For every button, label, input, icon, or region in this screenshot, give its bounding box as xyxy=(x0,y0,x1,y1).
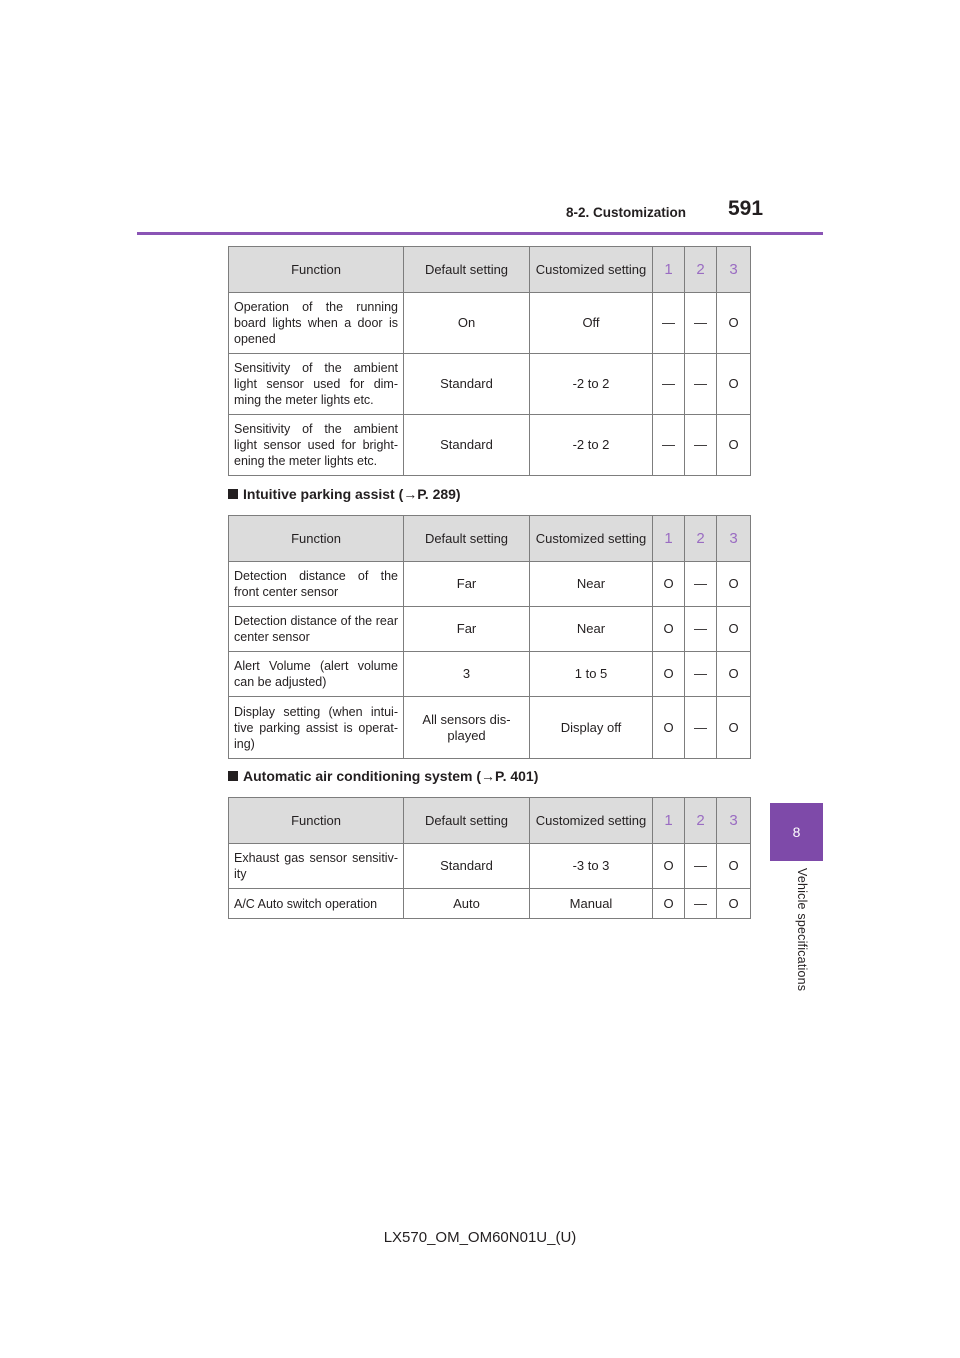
page-reference-link[interactable]: →P. 289) xyxy=(403,486,461,502)
method-3-cell: O xyxy=(717,697,751,759)
default-cell: On xyxy=(404,293,530,354)
custom-cell: 1 to 5 xyxy=(530,652,653,697)
settings-table-parking-assist xyxy=(228,515,751,759)
method-2-cell: — xyxy=(685,889,717,919)
section-title-air-conditioning xyxy=(228,768,538,784)
custom-cell: -2 to 2 xyxy=(530,415,653,476)
method-3-cell: O xyxy=(717,652,751,697)
settings-table-air-conditioning xyxy=(228,797,751,919)
function-cell: Exhaust gas sensor sensitiv-ity xyxy=(229,844,404,889)
section-heading: 8-2. Customization xyxy=(565,205,686,220)
table-row xyxy=(229,562,751,607)
col-function: Function xyxy=(229,516,404,562)
document-footer: LX570_OM_OM60N01U_(U) xyxy=(383,1229,577,1246)
table-row xyxy=(229,697,751,759)
default-cell: Standard xyxy=(404,354,530,415)
table-row xyxy=(229,415,751,476)
custom-cell: Manual xyxy=(530,889,653,919)
function-cell: A/C Auto switch operation xyxy=(229,889,404,919)
function-cell: Operation of the running board lights when a door is opened xyxy=(229,293,404,354)
col-default-setting: Default setting xyxy=(404,247,530,293)
function-cell: Detection distance of the rear center sensor xyxy=(229,607,404,652)
col-method-3: 3 xyxy=(717,516,751,562)
method-2-cell: — xyxy=(685,415,717,476)
method-1-cell: O xyxy=(653,607,685,652)
method-2-cell: — xyxy=(685,293,717,354)
col-method-1: 1 xyxy=(653,516,685,562)
section-title-parking-assist xyxy=(228,486,461,502)
col-method-1: 1 xyxy=(653,247,685,293)
col-customized-setting: Customized setting xyxy=(530,798,653,844)
default-cell: 3 xyxy=(404,652,530,697)
method-1-cell: — xyxy=(653,354,685,415)
col-method-2: 2 xyxy=(685,516,717,562)
custom-cell: Display off xyxy=(530,697,653,759)
custom-cell: Near xyxy=(530,562,653,607)
function-cell: Display setting (when intui-tive parking assist is operat-ing) xyxy=(229,697,404,759)
chapter-number: 8 xyxy=(792,824,801,840)
table-row xyxy=(229,889,751,919)
col-method-3: 3 xyxy=(717,798,751,844)
method-2-cell: — xyxy=(685,844,717,889)
function-cell: Alert Volume (alert volume can be adjusted) xyxy=(229,652,404,697)
table-header-row xyxy=(229,516,751,562)
col-customized-setting: Customized setting xyxy=(530,247,653,293)
col-method-1: 1 xyxy=(653,798,685,844)
col-default-setting: Default setting xyxy=(404,798,530,844)
method-1-cell: O xyxy=(653,697,685,759)
col-method-2: 2 xyxy=(685,247,717,293)
function-cell: Sensitivity of the ambient light sensor used for bright-ening the meter lights etc. xyxy=(229,415,404,476)
default-cell: Standard xyxy=(404,415,530,476)
col-function: Function xyxy=(229,798,404,844)
col-method-3: 3 xyxy=(717,247,751,293)
table-row xyxy=(229,652,751,697)
function-cell: Sensitivity of the ambient light sensor used for dim-ming the meter lights etc. xyxy=(229,354,404,415)
method-3-cell: O xyxy=(717,415,751,476)
table-header-row xyxy=(229,247,751,293)
default-cell: Standard xyxy=(404,844,530,889)
method-2-cell: — xyxy=(685,562,717,607)
section-title-text: Intuitive parking assist ( xyxy=(243,486,404,502)
method-3-cell: O xyxy=(717,293,751,354)
custom-cell: -3 to 3 xyxy=(530,844,653,889)
method-2-cell: — xyxy=(685,607,717,652)
table-row xyxy=(229,354,751,415)
method-2-cell: — xyxy=(685,354,717,415)
method-1-cell: O xyxy=(653,844,685,889)
col-method-2: 2 xyxy=(685,798,717,844)
method-1-cell: — xyxy=(653,415,685,476)
bullet-square-icon xyxy=(228,489,238,499)
table-row xyxy=(229,607,751,652)
table-row xyxy=(229,844,751,889)
method-2-cell: — xyxy=(685,697,717,759)
method-3-cell: O xyxy=(717,844,751,889)
method-1-cell: — xyxy=(653,293,685,354)
chapter-label: Vehicle specifications xyxy=(795,868,809,992)
method-1-cell: O xyxy=(653,562,685,607)
method-3-cell: O xyxy=(717,562,751,607)
page-reference-link[interactable]: →P. 401) xyxy=(481,768,539,784)
bullet-square-icon xyxy=(228,771,238,781)
custom-cell: -2 to 2 xyxy=(530,354,653,415)
col-customized-setting: Customized setting xyxy=(530,516,653,562)
custom-cell: Off xyxy=(530,293,653,354)
col-function: Function xyxy=(229,247,404,293)
function-cell: Detection distance of the front center sensor xyxy=(229,562,404,607)
method-1-cell: O xyxy=(653,889,685,919)
col-default-setting: Default setting xyxy=(404,516,530,562)
method-2-cell: — xyxy=(685,652,717,697)
method-3-cell: O xyxy=(717,889,751,919)
custom-cell: Near xyxy=(530,607,653,652)
method-1-cell: O xyxy=(653,652,685,697)
table-row xyxy=(229,293,751,354)
default-cell: All sensors dis-played xyxy=(404,697,530,759)
settings-table-lighting xyxy=(228,246,751,476)
page-number: 591 xyxy=(728,197,764,220)
header-divider xyxy=(137,232,823,235)
method-3-cell: O xyxy=(717,607,751,652)
table-header-row xyxy=(229,798,751,844)
default-cell: Far xyxy=(404,562,530,607)
method-3-cell: O xyxy=(717,354,751,415)
chapter-tab[interactable] xyxy=(770,803,823,861)
default-cell: Far xyxy=(404,607,530,652)
section-title-text: Automatic air conditioning system ( xyxy=(243,768,482,784)
default-cell: Auto xyxy=(404,889,530,919)
